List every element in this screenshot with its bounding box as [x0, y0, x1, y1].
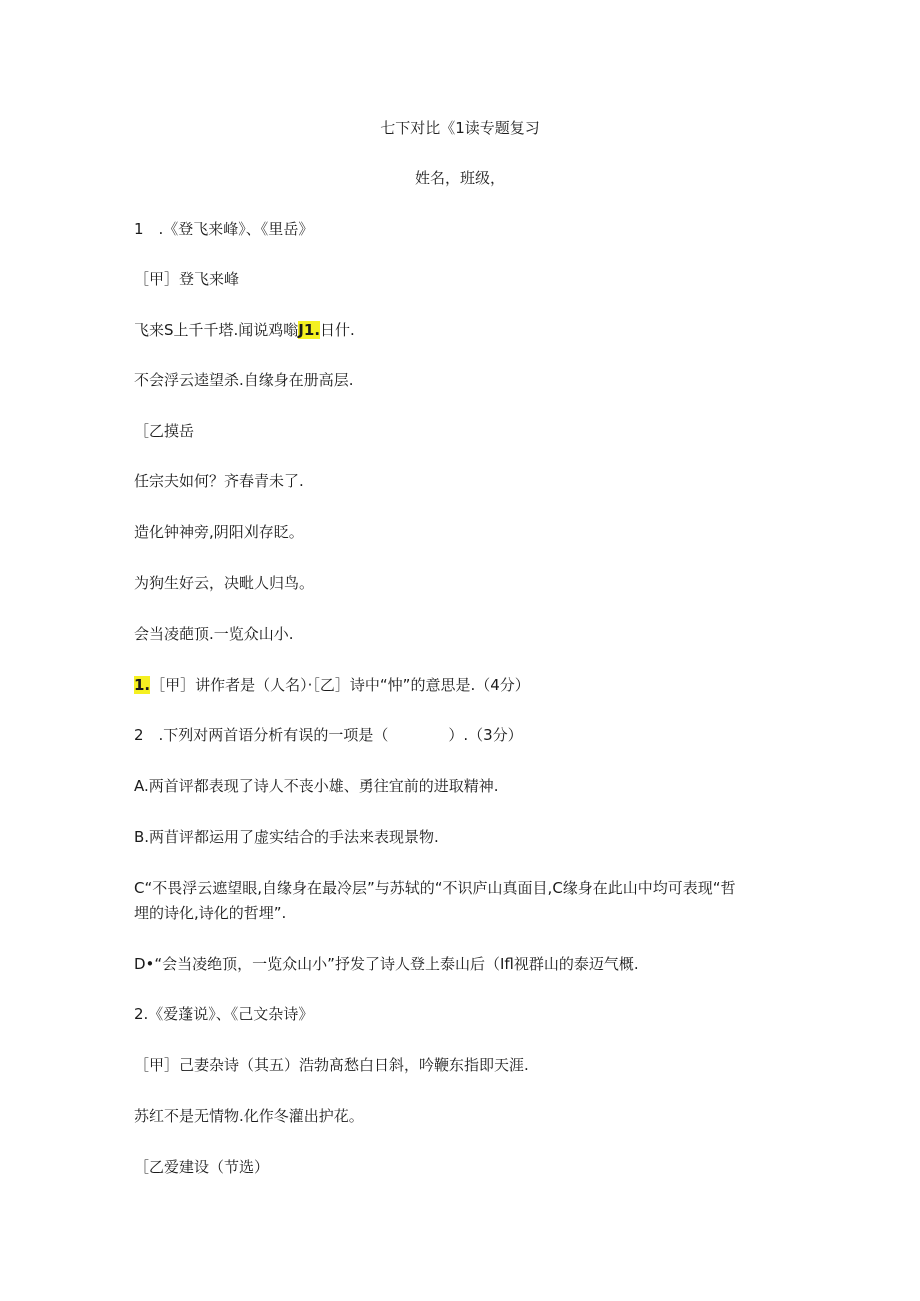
poem-c-line-1: ［甲］己妻杂诗（其五）浩勃髙愁白日斜，吟鞭东指即天涯. — [134, 1056, 529, 1074]
poem-c-line-2: 苏红不是无情物.化作冬灌出护花。 — [134, 1107, 364, 1125]
poem-b-title: ［乙摸岳 — [134, 422, 195, 440]
question-1-text: ［甲］讲作者是（人名）·［乙］诗中“忡”的意思是.（4分） — [150, 676, 530, 694]
poem-b-line-3: 为狗生好云，决毗人归鸟。 — [134, 574, 315, 592]
section-2-heading: 2.《爱蓬说》、《己文杂诗》 — [134, 1005, 314, 1023]
poem-a-title: ［甲］登飞来峰 — [134, 270, 240, 288]
poem-a-line-1-post: 日什. — [320, 321, 355, 339]
option-b: B.两苜评都运用了虚实结合的手法来表现景物. — [134, 828, 439, 846]
poem-b-line-2: 造化钟神旁,阴阳刈存眨。 — [134, 523, 304, 541]
option-c-line-1: C“不畏浮云遮望眼,自缘身在最冷层”与苏轼的“不识庐山真面目,C缘身在此山中均可表现“哲 — [134, 879, 736, 897]
question-1 — [134, 675, 530, 695]
question-2: 2 .下列对两首语分析有误的一项是（ ）.（3分） — [134, 726, 523, 744]
poem-d-title: ［乙爱建设（节选） — [134, 1158, 270, 1176]
option-d: D•“会当凌绝顶，一览众山小”抒发了诗人登上泰山后（Ifl视群山的泰迈气概. — [134, 955, 639, 973]
poem-a-line-1-pre: 飞来S上千千塔.闻说鸡嗡 — [134, 321, 299, 339]
question-1-number: 1. — [134, 676, 151, 694]
poem-a-line-2: 不会浮云逵望杀.自缘身在册高层. — [134, 371, 354, 389]
poem-b-line-1: 任宗夫如何？齐春青未了. — [134, 472, 304, 490]
student-info-line: 姓名，班级， — [414, 169, 505, 187]
poem-b-line-4: 会当凌葩顶.一览众山小. — [134, 625, 294, 643]
section-1-heading: 1 .《登飞来峰》、《里岳》 — [134, 220, 314, 238]
option-c-line-2: 埋的诗化,诗化的哲埋”. — [134, 904, 287, 922]
document-title: 七下对比《1读专题复习 — [380, 119, 540, 137]
highlighted-text: J1. — [298, 321, 321, 339]
option-a: A.两首评都表现了诗人不丧小雄、勇往宜前的进取精神. — [134, 777, 499, 795]
poem-a-line-1 — [134, 320, 355, 340]
